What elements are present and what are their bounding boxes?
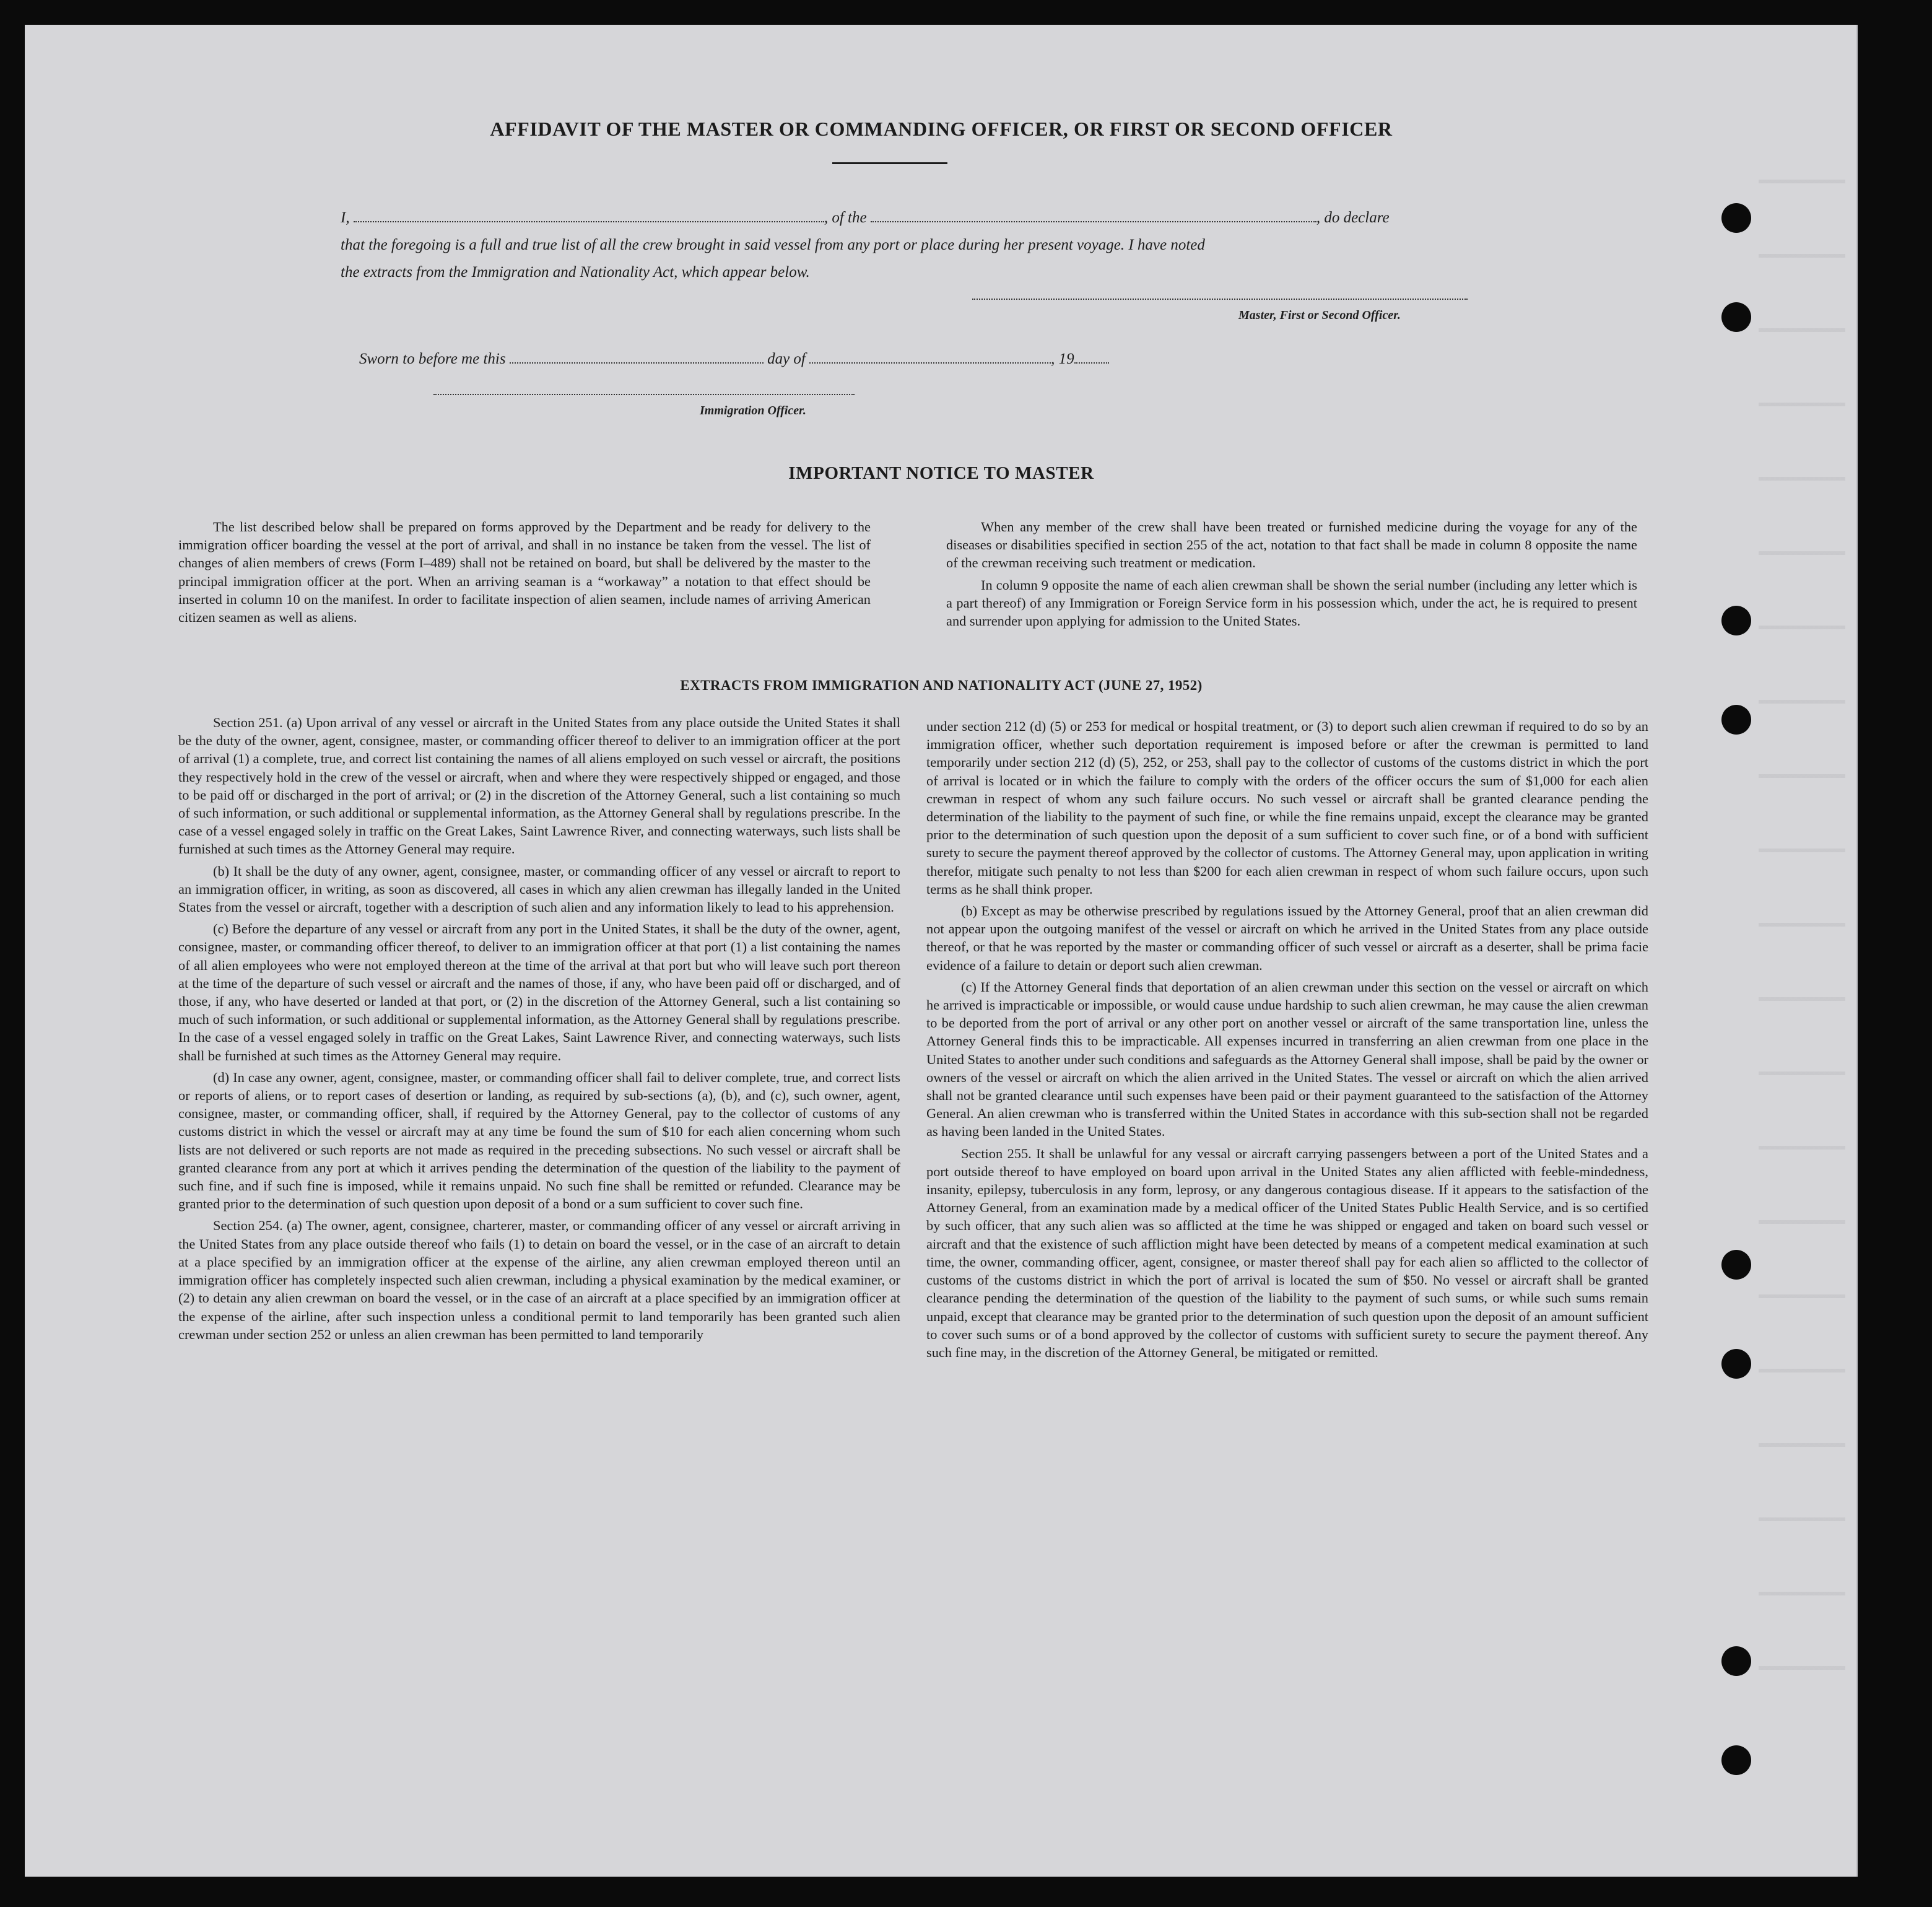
extract-paragraph: (d) In case any owner, agent, consignee, master, or commanding officer shall fail to deliver complete, true, and correct lists or reports of aliens, or to report cases of desertion or landing, as required by sub-sections (a), (b), and (c), such owner, agent, consignee, master, or commanding officer, shall, if required by the Attorney General, pay to the collector of customs of any customs district in which the vessel or aircraft may at any time be found the sum of $10 for each alien concerning whom such lists are not delivered or such reports are not made as required in the preceding subsections. No such vessel or aircraft shall be granted clearance from any port at which it arrives pending the determination of the question of the liability to the payment of such fine, and if such fine is imposed, while it remains unpaid. No such fine shall be remitted or refunded. Clearance may be granted prior to the determination of such question upon deposit of a bond or a sum sufficient to cover such fine. — [178, 1069, 900, 1212]
extracts-title: EXTRACTS FROM IMMIGRATION AND NATIONALITY ACT (JUNE 27, 1952) — [680, 678, 1203, 693]
sworn-day-field[interactable] — [510, 349, 764, 364]
declaration-statement — [341, 232, 1492, 286]
statement-line-2: the extracts from the Immigration and Nationality Act, which appear below. — [341, 264, 810, 281]
extracts-left-column — [178, 713, 900, 1347]
notice-right-paragraph-1: When any member of the crew shall have been treated or furnished medicine during the voyage for any of the diseases or disabilities specified in section 255 of the act, notation to that fact shall be made in column 8 opposite the name of the crewman receiving such treatment or medication. — [946, 519, 1637, 571]
notice-left-paragraph: The list described below shall be prepared on forms approved by the Department and be ready for delivery to the immigration officer boarding the vessel at the port of arrival, and shall in no instance be taken from the vessel. The list of changes of alien members of crews (Form I–489) shall not be retained on board, but shall be delivered by the master to the principal immigration officer at the port. When an arriving seaman is a “workaway” a notation to that effect should be inserted in column 10 on the manifest. In order to facilitate inspection of alien seamen, include names of arriving American citizen seamen as well as aliens. — [178, 519, 871, 626]
affidavit-title: AFFIDAVIT OF THE MASTER OR COMMANDING OFFICER, OR FIRST OR SECOND OFFICER — [490, 118, 1393, 140]
vessel-name-field[interactable] — [871, 207, 1316, 222]
document-page — [25, 25, 1858, 1877]
officer-signature-field[interactable] — [972, 299, 1468, 300]
of-the-label: , of the — [824, 209, 867, 226]
title-rule — [832, 162, 947, 164]
declarant-name-field[interactable] — [354, 207, 824, 222]
extracts-right-column — [926, 717, 1648, 1365]
page-edge — [1856, 25, 1858, 1877]
immigration-officer-caption: Immigration Officer. — [700, 404, 806, 417]
binder-hole — [1721, 1250, 1751, 1280]
binder-hole — [1721, 1646, 1751, 1676]
statement-line-1: that the foregoing is a full and true list of all the crew brought in said vessel from any port or place during her present voyage. I have noted — [341, 237, 1205, 253]
declarant-pronoun: I, — [341, 209, 350, 226]
extract-paragraph: (c) Before the departure of any vessel or aircraft from any port in the United States, it shall be the duty of the owner, agent, consignee, master, or commanding officer thereof, to deliver to an immigration officer at that port (1) a list containing the names of all alien employees who were not employed thereon at the time of the arrival at that port but who will leave such port thereon at the time of the departure of such vessel or aircraft and the names of those, if any, who have been paid off or discharged, and of those, if any, who have deserted or landed at that port, or (2) in the discretion of the Attorney General, such a list containing so much of such information, or such additional or supplemental information, as the Attorney General shall by regulations prescribe. In the case of a vessel engaged solely in traffic on the Great Lakes, Saint Lawrence River, and connecting waterways, such lists shall be furnished at such times as the Attorney General may require. — [178, 921, 900, 1063]
binder-hole — [1721, 606, 1751, 635]
extract-paragraph: Section 254. (a) The owner, agent, consignee, charterer, master, or commanding officer of any vessel or aircraft arriving in the United States from any place outside thereof who fails (1) to detain on board the vessel, or in the case of an aircraft to detain at a place specified by an immigration officer at the expense of the airline, any alien crewman employed thereon until an immigration officer has completely inspected such alien crewman, including a physical examination by the medical examiner, or (2) to detain any alien crewman on board the vessel, or in the case of an aircraft at a place specified by an immigration officer at the expense of the airline, after such inspection unless a conditional permit to land temporarily has been granted such alien crewman under section 252 or unless an alien crewman has been permitted to land temporarily — [178, 1218, 900, 1342]
day-of-label: day of — [767, 351, 806, 367]
extract-paragraph: under section 212 (d) (5) or 253 for medical or hospital treatment, or (3) to deport such alien crewman if required to do so by an immigration officer, whether such deportation requirement is imposed before or after the crewman is permitted to land temporarily under section 212 (d) (5), 252, or 253, shall pay to the collector of customs of the customs district in which the port of arrival is located or in which the failure to comply with the orders of the officer occurs the sum of $1,000 for each alien crewman in respect of whom any such failure occurs. No such vessel or aircraft shall be granted clearance pending the determination of the liability to the payment of such fine, or while the fine remains unpaid, except the clearance may be granted prior to the determination of such question upon the deposit of a sum sufficient to cover such fine, or of a bond with sufficient surety to secure the payment thereof approved by the collector of customs. The Attorney General may, upon application in writing therefor, mitigate such penalty to not less than $200 for each alien crewman in respect of whom such failure occurs, upon such terms as he shall think proper. — [926, 718, 1648, 897]
bleed-through-texture — [1759, 136, 1845, 1685]
binder-hole — [1721, 203, 1751, 233]
extract-paragraph: (b) Except as may be otherwise prescribed by regulations issued by the Attorney General, proof that an alien crewman did not appear upon the outgoing manifest of the vessel or aircraft on which he arrived in the United States from any place outside thereof, or that he was reported by the master or commanding officer of such vessel or aircraft as a deserter, shall be prima facie evidence of a failure to detain or deport such alien crewman. — [926, 903, 1648, 973]
extract-paragraph: Section 255. It shall be unlawful for any vessal or aircraft carrying passengers between a port of the United States and a port outside thereof to have employed on board upon arrival in the United States any alien afflicted with feeble-mindedness, insanity, epilepsy, tuberculosis in any form, leprosy, or any dangerous contagious disease. If it appears to the satisfaction of the Attorney General, from an examination made by a medical officer of the United States Public Health Service, and is so certified by such officer, that any such alien was so afflicted at the time he was shipped or engaged and taken on board such vessel or aircraft and that the existence of such affliction might have been detected by means of a competent medical examination at such time, the owner, commanding officer, agent, consignee, or master thereof shall pay for each alien so afflicted to the collector of customs of the customs district in which the port of arrival is located the sum of $50. No vessel or aircraft shall be granted clearance pending the determination of the question of the liability to the payment of such sums, or while such sums remain unpaid, except that clearance may be granted prior to the determination of such question upon the deposit of an amount sufficient to cover such sums or of a bond approved by the collector of customs with sufficient surety to secure the payment thereof. Any such fine may, in the discretion of the Attorney General, be mitigated or remitted. — [926, 1145, 1648, 1360]
extract-paragraph: Section 251. (a) Upon arrival of any vessel or aircraft in the United States from any place outside the United States it shall be the duty of the owner, agent, consignee, master, or commanding officer thereof to deliver to an immigration officer at the port of arrival (1) a complete, true, and correct list containing the names of all aliens employed on such vessel or aircraft, the positions they respectively hold in the crew of the vessel or aircraft, when and where they were respectively shipped or engaged, and those to be paid off or discharged in the port of arrival; or (2) in the discretion of the Attorney General, such a list containing so much of such information, or such additional or supplemental information, as the Attorney General shall by regulations prescribe. In the case of a vessel engaged solely in traffic on the Great Lakes, Saint Lawrence River, and connecting waterways, such lists shall be furnished at such times as the Attorney General may require. — [178, 715, 900, 857]
extract-paragraph: (b) It shall be the duty of any owner, agent, consignee, master, or commanding officer of any vessel or aircraft to report to an immigration officer, in writing, as soon as discovered, all cases in which any alien crewman has illegally landed in the United States from the vessel or aircraft, together with a description of such alien and any information likely to lead to his apprehension. — [178, 863, 900, 915]
year-prefix: , 19 — [1051, 351, 1074, 367]
binder-hole — [1721, 705, 1751, 735]
notice-left-column — [178, 518, 871, 630]
notice-title: IMPORTANT NOTICE TO MASTER — [788, 463, 1094, 483]
declaration-line — [341, 204, 1492, 232]
officer-caption: Master, First or Second Officer. — [1238, 308, 1401, 322]
sworn-year-field[interactable] — [1074, 349, 1109, 364]
immigration-officer-signature-field[interactable] — [433, 394, 855, 395]
binder-hole — [1721, 302, 1751, 332]
notice-right-paragraph-2: In column 9 opposite the name of each alien crewman shall be shown the serial number (including any letter which is a part thereof) of any Immigration or Foreign Service form in his possession which, under the act, he is required to present and surrender upon applying for admission to the United States. — [946, 577, 1637, 629]
sworn-prefix: Sworn to before me this — [359, 351, 506, 367]
notice-right-column — [946, 518, 1637, 634]
sworn-line — [359, 346, 1288, 373]
binder-hole — [1721, 1349, 1751, 1379]
extract-paragraph: (c) If the Attorney General finds that deportation of an alien crewman under this section on the vessel or aircraft on which he arrived is impracticable or impossible, or would cause undue hardship to such alien crewman, he may cause the alien crewman to be deported from the port of arrival or any other port on another vessel or aircraft of the same transportation line, unless the Attorney General finds this to be impracticable. All expenses incurred in transferring an alien crewman from one place in the United States to another under such conditions and safeguards as the Attorney General shall impose, shall be paid by the owner or owners of the vessel or aircraft on which the alien arrived in the United States. The vessel or aircraft on which the alien arrived shall not be granted clearance until such expenses have been paid or their payment guaranteed to the satisfaction of the Attorney General. An alien crewman who is transferred within the United States in accordance with this sub-section shall not be regarded as having been landed in the United States. — [926, 979, 1648, 1140]
binder-hole — [1721, 1745, 1751, 1775]
sworn-month-field[interactable] — [809, 349, 1051, 364]
do-declare-label: , do declare — [1316, 209, 1390, 226]
